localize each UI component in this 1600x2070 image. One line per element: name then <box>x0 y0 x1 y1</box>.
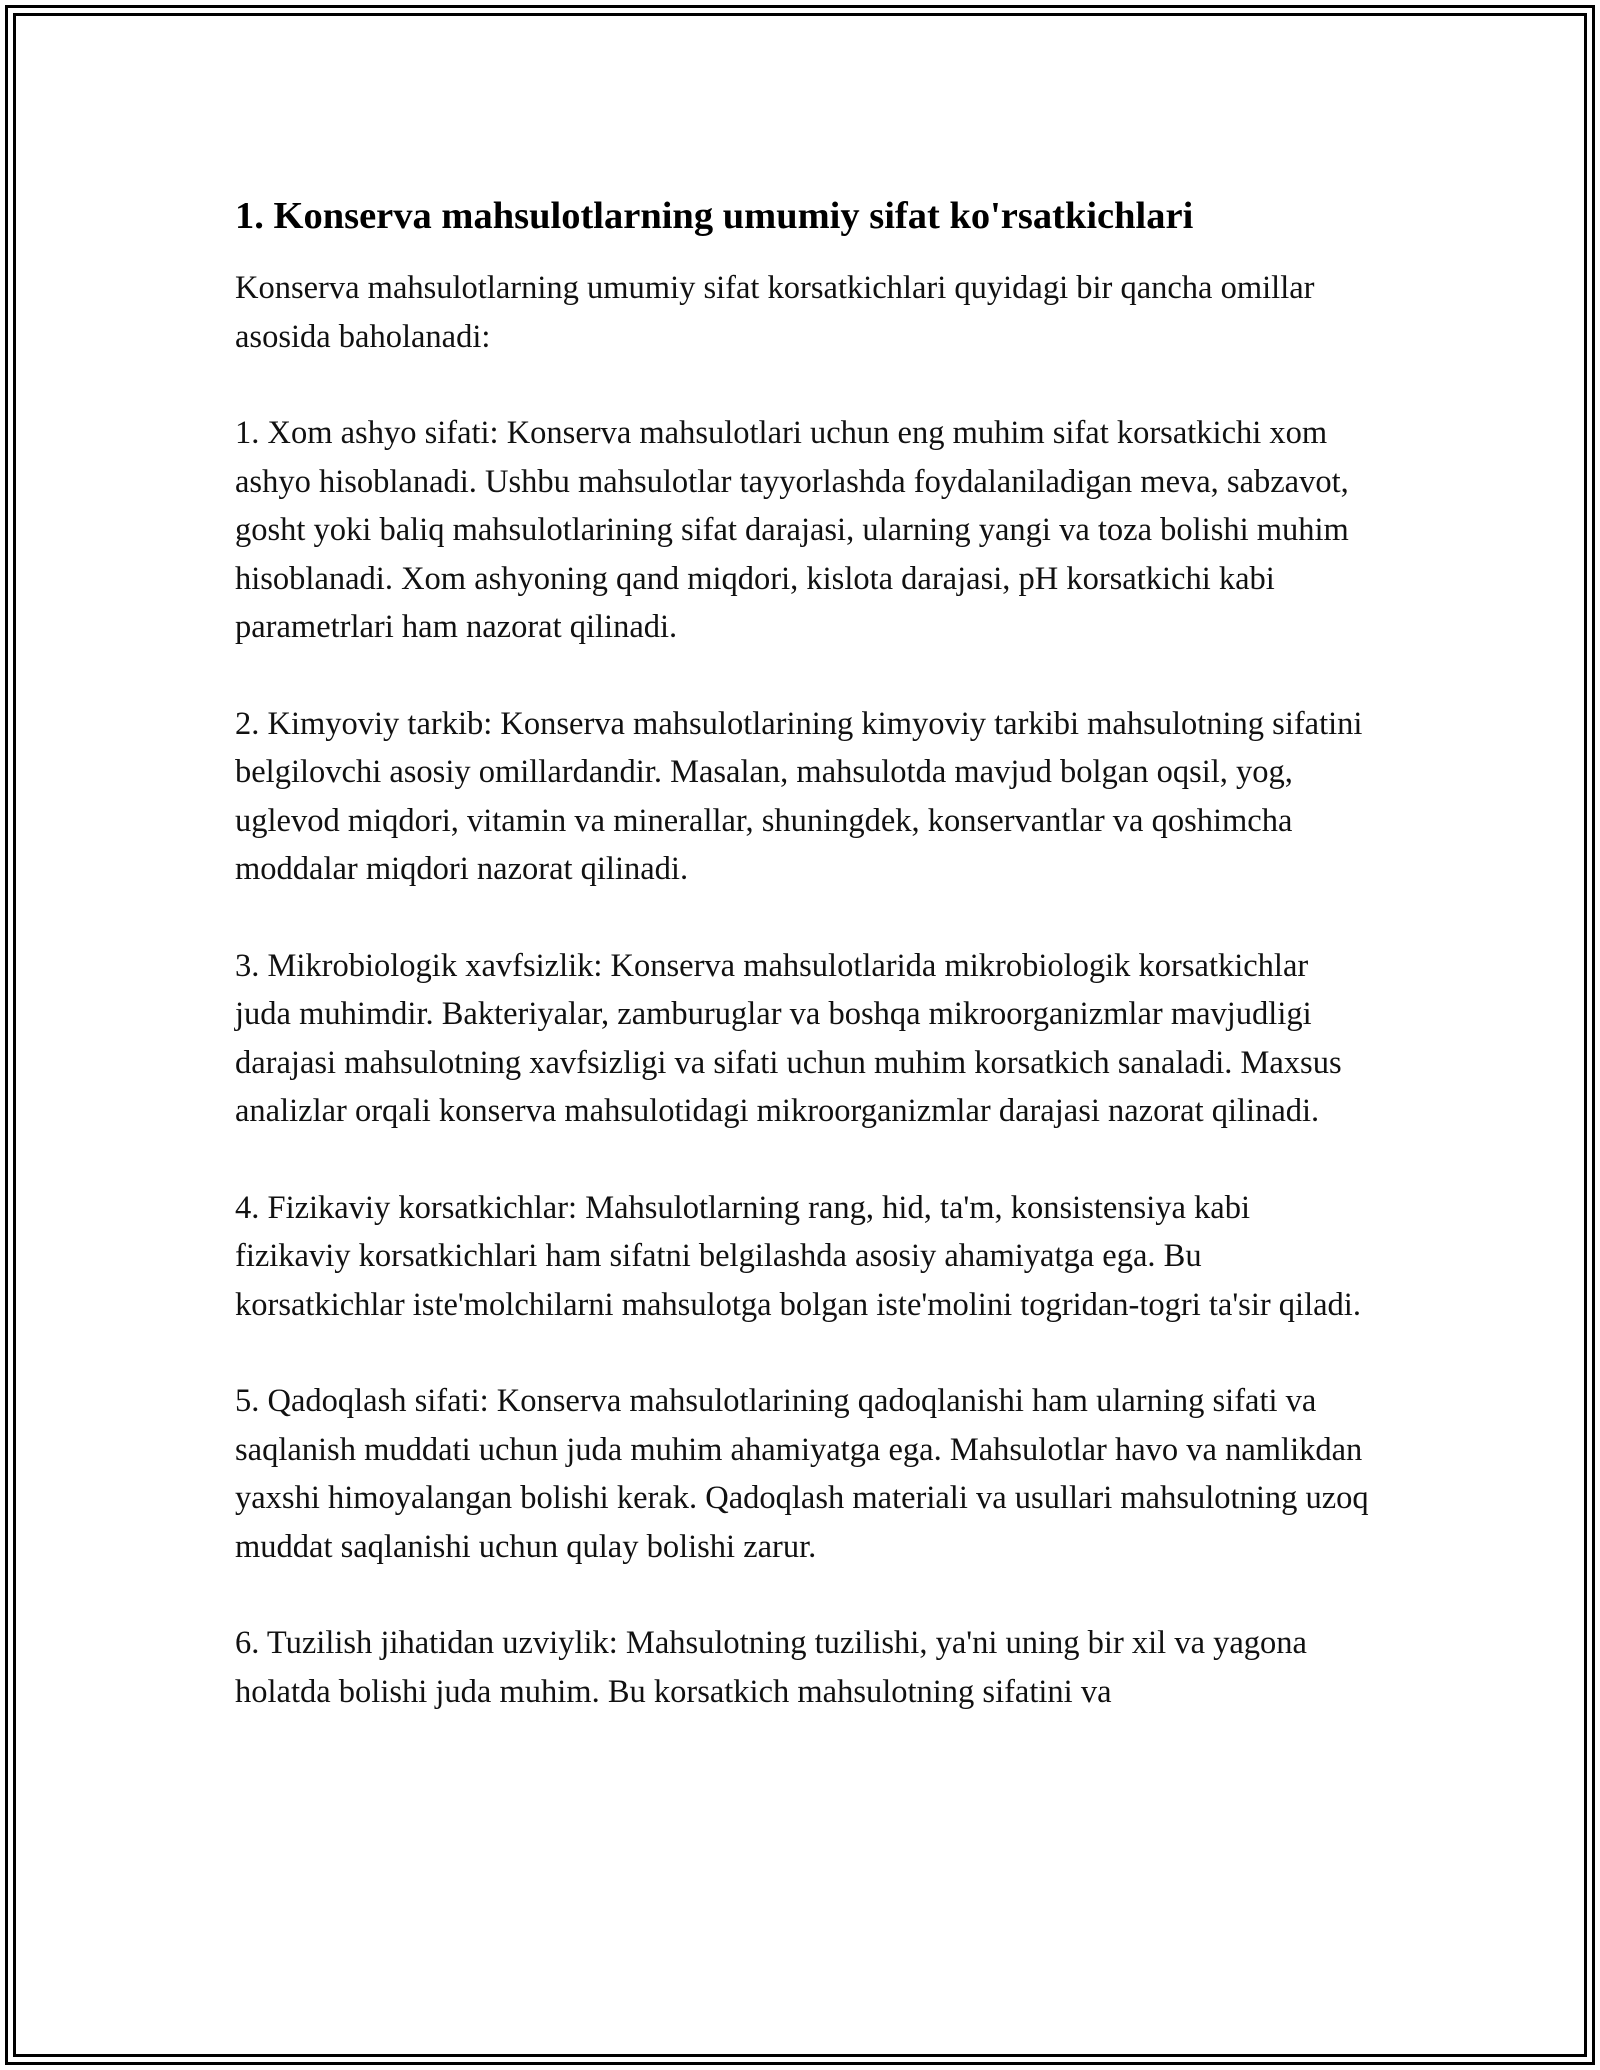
section-heading: 1. Konserva mahsulotlarning umumiy sifat ko'rsatkichlari <box>235 195 1194 237</box>
list-item-chemical-composition: 2. Kimyoviy tarkib: Konserva mahsulotlarining kimyoviy tarkibi mahsulotning sifatini belgilovchi asosiy omillardandir. Masalan, mahsulotda mavjud bolgan oqsil, yog, uglevod miqdori, vitamin va minerallar, shuningdek, konservantlar va qoshimcha moddalar miqdori nazorat qilinadi. <box>235 705 1363 887</box>
document-page <box>235 180 1370 1716</box>
list-item-packaging-quality: 5. Qadoqlash sifati: Konserva mahsulotlarining qadoqlanishi ham ularning sifati va saqlanish muddati uchun juda muhim ahamiyatga ega. Mahsulotlar havo va namlikdan yaxshi himoyalangan bolishi kerak. Qadoqlash materiali va usullari mahsulotning uzoq muddat saqlanishi uchun qulay bolishi zarur. <box>235 1383 1369 1565</box>
list-item-raw-material-quality: 1. Xom ashyo sifati: Konserva mahsulotlari uchun eng muhim sifat korsatkichi xom ashyo hisoblanadi. Ushbu mahsulotlar tayyorlashda foydalaniladigan meva, sabzavot, gosht yoki baliq mahsulotlarining sifat darajasi, ularning yangi va toza bolishi muhim hisoblanadi. Xom ashyoning qand miqdori, kislota darajasi, pH korsatkichi kabi parametrlari ham nazorat qilinadi. <box>235 415 1349 645</box>
list-item-structural-uniformity: 6. Tuzilish jihatidan uzviylik: Mahsulotning tuzilishi, ya'ni uning bir xil va yagona holatda bolishi juda muhim. Bu korsatkich mahsulotning sifatini va <box>235 1625 1307 1710</box>
list-item-microbiological-safety: 3. Mikrobiologik xavfsizlik: Konserva mahsulotlarida mikrobiologik korsatkichlar juda muhimdir. Bakteriyalar, zamburuglar va boshqa mikroorganizmlar mavjudligi darajasi mahsulotning xavfsizligi va sifati uchun muhim korsatkich sanaladi. Maxsus analizlar orqali konserva mahsulotidagi mikroorganizmlar darajasi nazorat qilinadi. <box>235 947 1342 1129</box>
list-item-physical-indicators: 4. Fizikaviy korsatkichlar: Mahsulotlarning rang, hid, ta'm, konsistensiya kabi fizikaviy korsatkichlari ham sifatni belgilashda asosiy ahamiyatga ega. Bu korsatkichlar iste'molchilarni mahsulotga bolgan iste'molini togridan-togri ta'sir qiladi. <box>235 1189 1361 1323</box>
intro-paragraph: Konserva mahsulotlarning umumiy sifat korsatkichlari quyidagi bir qancha omillar asosida baholanadi: <box>235 270 1315 355</box>
